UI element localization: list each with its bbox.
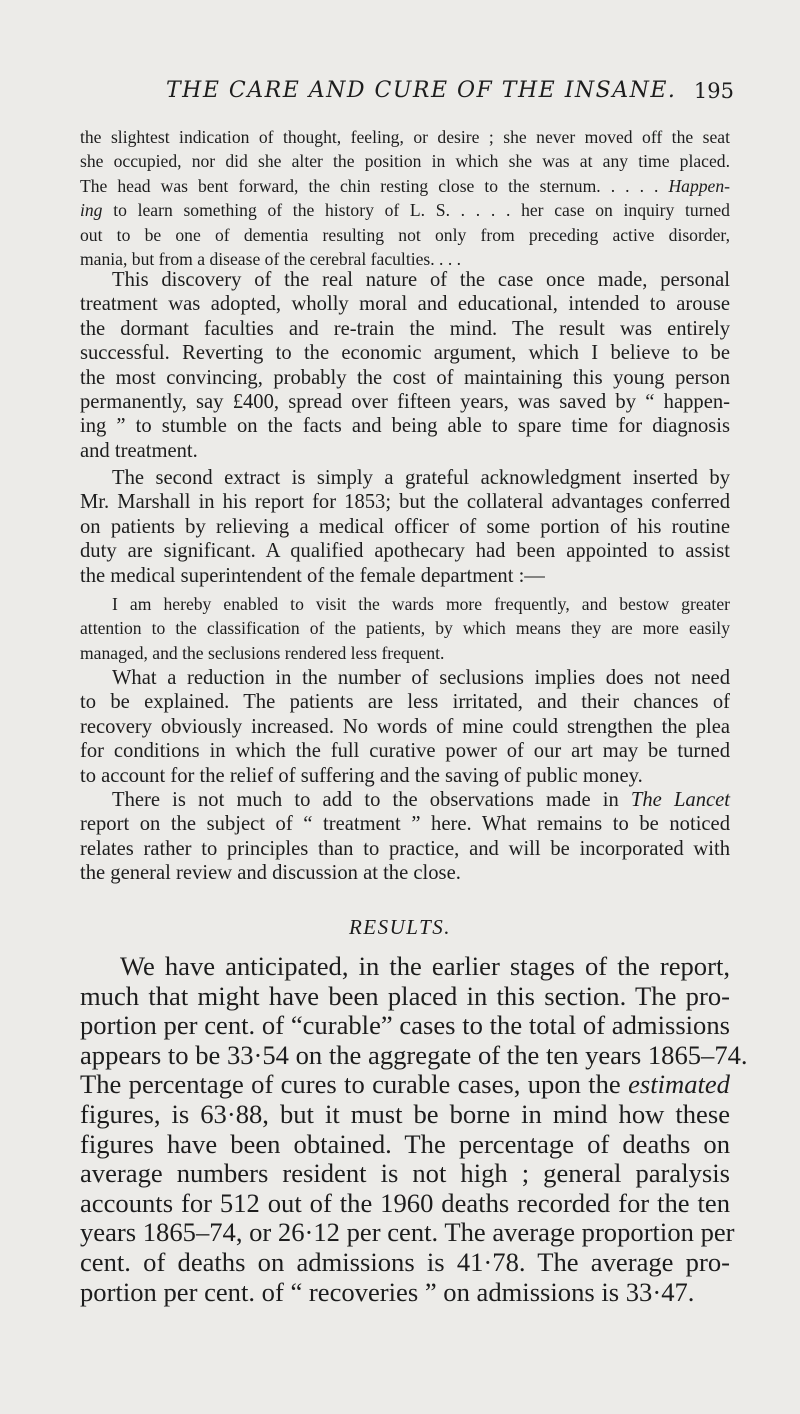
text-line: and treatment. [80,439,198,462]
text-line: average numbers resident is not high ; general paralysis [80,1158,730,1189]
text-line: The second extract is simply a grateful acknowledgment inserted by [112,467,730,489]
text-line: portion per cent. of “curable” cases to the total of admissions [80,1010,730,1041]
text-line: report on the subject of “ treatment ” here. What remains to be noticed [80,813,730,836]
extract-quote-2 [80,592,730,665]
text-line: on patients by relieving a medical officer of some portion of his routine [80,515,730,538]
text-line: managed, and the seclusions rendered less frequent. [80,642,445,663]
text-line: relates rather to principles than to practice, and will be incorporated with [80,837,730,860]
running-title: THE CARE AND CURE OF THE INSANE. [166,78,677,103]
section-heading: RESULTS. [348,915,451,939]
text-line: she occupied, nor did she alter the position in which she was at any time placed. [80,151,730,172]
results-paragraph [80,951,748,1307]
running-head [80,78,734,110]
text-line: the slightest indication of thought, feeling, or desire ; she never moved off the seat [80,127,730,147]
text-line: duty are significant. A qualified apothecary had been appointed to assist [80,540,730,563]
text-line: the most convincing, probably the cost of maintaining this young person [80,366,730,389]
text-line: ing to learn something of the history of L. S. . . . . her case on inquiry turned [80,200,730,221]
text-line: accounts for 512 out of the 1960 deaths recorded for the ten [80,1187,730,1218]
text-line: much that might have been placed in this section. The pro- [80,980,730,1011]
paragraph-3 [80,666,730,788]
text-line: I am hereby enabled to visit the wards more frequently, and bestow greater [112,594,730,614]
text-line: What a reduction in the number of seclusions implies does not need [112,667,730,689]
text-line: the medical superintendent of the female department :— [80,564,545,587]
paragraph-4 [80,788,730,886]
text-line: permanently, say £400, spread over fifteen years, was saved by “ happen- [80,391,730,414]
text-line: successful. Reverting to the economic argument, which I believe to be [80,342,730,365]
text-line: The percentage of cures to curable cases, upon the estimated [80,1069,730,1100]
text-line: treatment was adopted, wholly moral and educational, intended to arouse [80,293,730,316]
text-line: portion per cent. of “ recoveries ” on admissions is 33·47. [80,1276,695,1307]
text-line: years 1865–74, or 26·12 per cent. The average proportion per [80,1217,735,1248]
text-line: There is not much to add to the observations made in The Lancet [112,789,730,811]
text-line: Mr. Marshall in his report for 1853; but the collateral advantages conferred [80,491,730,514]
extract-quote-1 [80,125,730,271]
text-line: to be explained. The patients are less irritated, and their chances of [80,691,730,714]
text-line: to account for the relief of suffering and the saving of public money. [80,764,643,787]
text-line: mania, but from a disease of the cerebral faculties. . . . [80,249,462,270]
text-line: appears to be 33·54 on the aggregate of the ten years 1865–74. [80,1039,748,1070]
page-number: 195 [693,79,734,103]
text-line: attention to the classification of the patients, by which means they are more easily [80,618,730,639]
text-line: recovery obviously increased. No words of mine could strengthen the plea [80,715,730,738]
text-line: figures, is 63·88, but it must be borne in mind how these [80,1098,730,1129]
text-line: cent. of deaths on admissions is 41·78. The average pro- [80,1246,730,1277]
text-line: the general review and discussion at the close. [80,862,461,885]
text-line: figures have been obtained. The percentage of deaths on [80,1128,730,1159]
text-line: out to be one of dementia resulting not only from preceding active disorder, [80,224,730,245]
text-line: the dormant faculties and re-train the mind. The result was entirely [80,317,730,340]
text-line: We have anticipated, in the earlier stages of the report, [120,951,730,981]
text-line: ing ” to stumble on the facts and being able to spare time for diagnosis [80,415,730,438]
text-line: for conditions in which the full curative power of our art may be turned [80,740,730,763]
text-line: The head was bent forward, the chin resting close to the sternum. . . . . Happen- [80,175,730,196]
paragraph-1 [80,268,730,463]
text-line: This discovery of the real nature of the case once made, personal [112,269,730,291]
paragraph-2 [80,466,730,588]
